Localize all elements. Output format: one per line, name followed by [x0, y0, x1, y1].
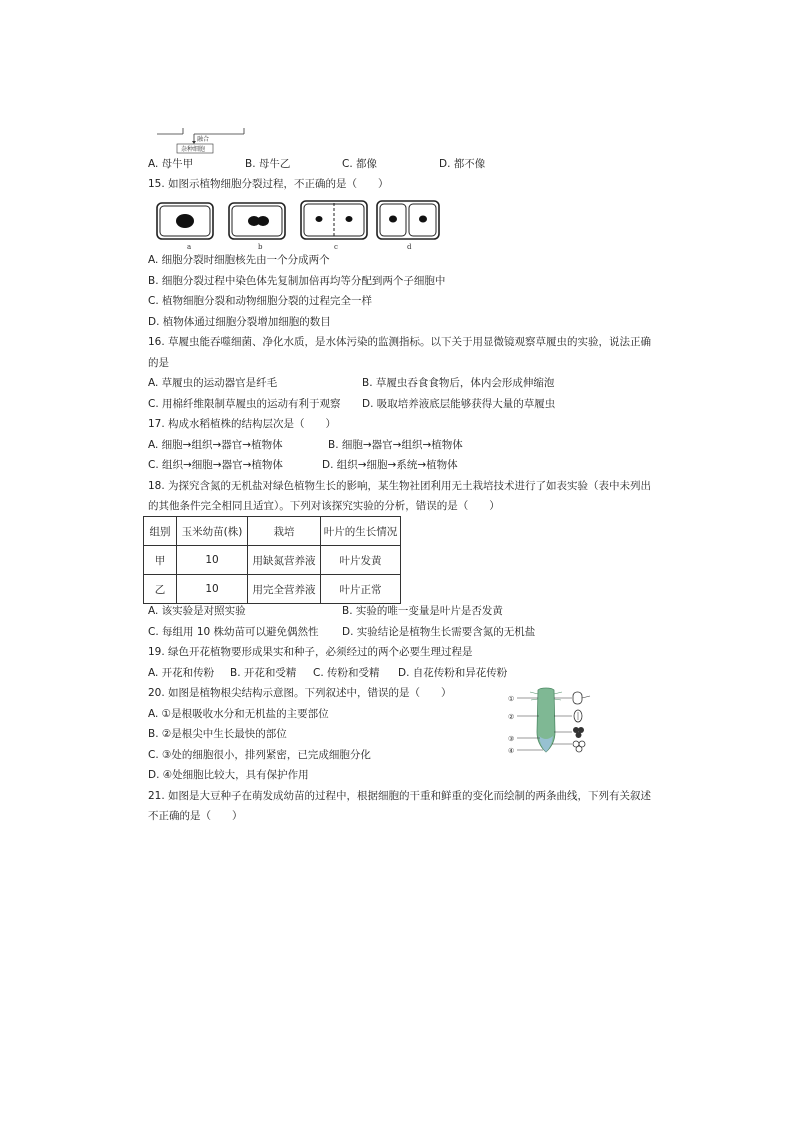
q16-option-b[interactable]: B. 草履虫吞食食物后，体内会形成伸缩泡 [362, 377, 555, 389]
root-label-3: ③ [508, 735, 515, 743]
hybrid-cell-label: 杂种细胞 [181, 146, 206, 153]
q17-option-d[interactable]: D. 组织→细胞→系统→植物体 [322, 459, 458, 471]
table-cell: 叶片发黄 [321, 546, 401, 575]
table-cell: 甲 [144, 546, 177, 575]
q20-root-tip-figure [506, 686, 596, 758]
table-cell: 叶片正常 [321, 575, 401, 604]
q14-option-c[interactable]: C. 都像 [342, 158, 378, 170]
q21-stem-line1: 21. 如图是大豆种子在萌发成幼苗的过程中，根据细胞的干重和鲜重的变化而绘制的两条曲线，下列有关叙述 [148, 790, 652, 802]
q20-stem: 20. 如图是植物根尖结构示意图。下列叙述中，错误的是（ ） [148, 687, 452, 699]
q15-option-b[interactable]: B. 细胞分裂过程中染色体先复制加倍再均等分配到两个子细胞中 [148, 275, 446, 287]
q17-option-c[interactable]: C. 组织→细胞→器官→植物体 [148, 459, 283, 471]
q17-option-b[interactable]: B. 细胞→器官→组织→植物体 [328, 439, 463, 451]
q16-option-a[interactable]: A. 草履虫的运动器官是纤毛 [148, 377, 278, 389]
q19-option-c[interactable]: C. 传粉和受精 [313, 667, 380, 679]
q16-option-d[interactable]: D. 吸取培养液底层能够获得大量的草履虫 [362, 398, 556, 410]
q18-option-b[interactable]: B. 实验的唯一变量是叶片是否发黄 [342, 605, 503, 617]
q20-option-a[interactable]: A. ①是根吸收水分和无机盐的主要部位 [148, 708, 329, 720]
q21-stem-line2: 不正确的是（ ） [148, 810, 243, 822]
root-label-2: ② [508, 713, 515, 721]
table-header-cell: 组别 [144, 517, 177, 546]
table-cell: 用完全营养液 [248, 575, 321, 604]
table-cell: 10 [177, 575, 248, 604]
q15-option-d[interactable]: D. 植物体通过细胞分裂增加细胞的数目 [148, 316, 331, 328]
q18-option-a[interactable]: A. 该实验是对照实验 [148, 605, 246, 617]
q18-option-c[interactable]: C. 每组用 10 株幼苗可以避免偶然性 [148, 626, 319, 638]
cell-c-label: c [334, 243, 338, 251]
cell-c-diagram [301, 201, 367, 239]
table-row [144, 546, 401, 575]
q19-option-b[interactable]: B. 开花和受精 [230, 667, 297, 679]
q14-figure-fragment [150, 128, 250, 154]
root-label-1: ① [508, 695, 515, 703]
q18-option-d[interactable]: D. 实验结论是植物生长需要含氮的无机盐 [342, 626, 536, 638]
cell-a-diagram [157, 203, 213, 239]
table-cell: 用缺氮营养液 [248, 546, 321, 575]
q16-stem-line2: 的是 [148, 357, 169, 369]
q14-option-d[interactable]: D. 都不像 [439, 158, 486, 170]
table-cell: 乙 [144, 575, 177, 604]
fusion-label: 融合 [197, 136, 210, 143]
q20-option-d[interactable]: D. ④处细胞比较大，具有保护作用 [148, 769, 309, 781]
q19-option-d[interactable]: D. 自花传粉和异花传粉 [398, 667, 508, 679]
q18-stem-line1: 18. 为探究含氮的无机盐对绿色植物生长的影响，某生物社团利用无土栽培技术进行了如表实验（表中未列出 [148, 480, 652, 492]
q17-stem: 17. 构成水稻植株的结构层次是（ ） [148, 418, 337, 430]
q15-cell-division-figure [155, 199, 445, 251]
q20-option-c[interactable]: C. ③处的细胞很小，排列紧密，已完成细胞分化 [148, 749, 371, 761]
table-header-cell: 玉米幼苗(株) [177, 517, 248, 546]
q18-table [143, 516, 401, 604]
q18-stem-line2: 的其他条件完全相同且适宜）。下列对该探究实验的分析，错误的是（ ） [148, 500, 500, 512]
cell-a-label: a [187, 243, 192, 251]
q15-stem: 15. 如图示植物细胞分裂过程，不正确的是（ ） [148, 178, 389, 190]
q15-option-c[interactable]: C. 植物细胞分裂和动物细胞分裂的过程完全一样 [148, 295, 373, 307]
q20-option-b[interactable]: B. ②是根尖中生长最快的部位 [148, 728, 287, 740]
table-cell: 10 [177, 546, 248, 575]
cell-d-diagram [377, 201, 439, 239]
q14-option-b[interactable]: B. 母牛乙 [245, 158, 291, 170]
q14-option-a[interactable]: A. 母牛甲 [148, 158, 194, 170]
q16-stem-line1: 16. 草履虫能吞噬细菌、净化水质，是水体污染的监测指标。以下关于用显微镜观察草履虫的实验，说法正确 [148, 336, 652, 348]
q19-stem: 19. 绿色开花植物要形成果实和种子，必须经过的两个必要生理过程是 [148, 646, 473, 658]
root-label-4: ④ [508, 747, 515, 755]
q15-option-a[interactable]: A. 细胞分裂时细胞核先由一个分成两个 [148, 254, 330, 266]
cell-d-label: d [407, 243, 412, 251]
q19-option-a[interactable]: A. 开花和传粉 [148, 667, 215, 679]
table-header-cell: 叶片的生长情况 [321, 517, 401, 546]
cell-b-diagram [229, 203, 285, 239]
q17-option-a[interactable]: A. 细胞→组织→器官→植物体 [148, 439, 283, 451]
table-header-cell: 栽培 [248, 517, 321, 546]
table-row [144, 575, 401, 604]
q16-option-c[interactable]: C. 用棉纤维限制草履虫的运动有利于观察 [148, 398, 341, 410]
table-header-row [144, 517, 401, 546]
cell-b-label: b [258, 243, 263, 251]
